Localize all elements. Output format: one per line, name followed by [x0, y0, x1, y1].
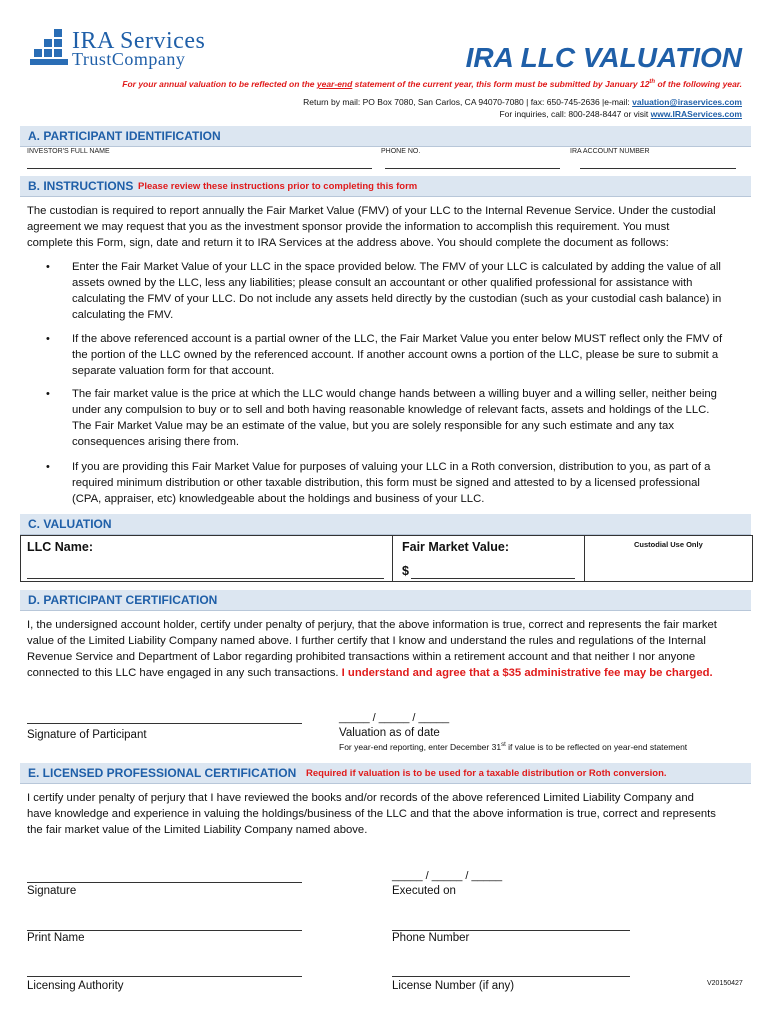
bullet-line: If the above referenced account is a partial owner of the LLC, the Fair Market Value you enter below MUST reflect only the FMV of: [72, 333, 723, 345]
licensed-cert-text: [27, 790, 752, 838]
account-number-field[interactable]: [580, 160, 736, 169]
print-name-field[interactable]: [27, 920, 302, 931]
phone-number-label: Phone Number: [392, 932, 470, 944]
bullet-line: If you are providing this Fair Market Value for purposes of valuing your LLC in a Roth conversion, distribution to you, as part of a: [72, 461, 711, 473]
form-title: IRA LLC VALUATION: [465, 42, 742, 73]
section-d-header: [20, 590, 751, 611]
inquiries-line: For inquiries, call: 800-248-8447 or visit www.IRAServices.com: [499, 109, 742, 119]
bullet-item: [72, 331, 744, 379]
cert-line: I, the undersigned account holder, certify under penalty of perjury, that the above information is true, correct and represents the fair market: [27, 619, 717, 631]
instructions-intro: [27, 203, 747, 251]
logo-line1: IRA Services: [72, 28, 206, 54]
licensed-line: I certify under penalty of perjury that I have reviewed the books and/or records of the above referenced Limited Liability Company and: [27, 792, 694, 804]
bullet-line: consequences arising there from.: [72, 436, 240, 448]
participant-signature-field[interactable]: [27, 713, 302, 724]
bullet-item: [72, 259, 744, 323]
phone-field[interactable]: [385, 160, 560, 169]
bullet-line: assets owned by the LLC, less any liabilities; please consult an accountant or other qualified professional for assistance with: [72, 277, 693, 289]
professional-signature-label: Signature: [27, 885, 77, 897]
bullet-line: The fair market value is the price at which the LLC would change hands between a willing buyer and a willing seller, neither being: [72, 388, 717, 400]
investor-name-label: INVESTOR'S FULL NAME: [27, 148, 110, 155]
licensing-authority-field[interactable]: [27, 966, 302, 977]
phone-label: PHONE NO.: [381, 148, 421, 155]
section-e-note: Required if valuation is to be used for a taxable distribution or Roth conversion.: [306, 768, 667, 779]
bullet-line: the portion of the LLC owned by the referenced account. If another account owns a portion of the LLC, please be sure to submit a: [72, 349, 719, 361]
email-link[interactable]: valuation@iraservices.com: [632, 97, 742, 107]
bullet-line: calculating the FMV.: [72, 309, 174, 321]
licensing-authority-label: Licensing Authority: [27, 980, 124, 992]
bullet-icon: •: [46, 333, 50, 345]
logo-mark-icon: [30, 29, 68, 65]
bullet-line: calculating the FMV of your LLC. Do not include any assets held directly by the custodian (such as your custodial cash balance) in: [72, 293, 722, 305]
section-b-note: Please review these instructions prior to completing this form: [138, 181, 418, 192]
investor-name-field[interactable]: [27, 160, 372, 169]
cert-line: Revenue Service and Department of Labor regarding prohibited transactions within a retirement account and that neither I nor anyone: [27, 651, 696, 663]
valuation-date-field[interactable]: _____ / _____ / _____: [339, 712, 450, 724]
cert-line: value of the Limited Liability Company named above. I further certify that I know and understand the rules and regulations of the Internal: [27, 635, 706, 647]
section-b-title: B. INSTRUCTIONS: [28, 179, 134, 193]
licensed-line: have knowledge and experience in valuing the holdings/business of the LLC and that the above information is true, correct and represents: [27, 808, 716, 820]
section-a-header: [20, 126, 751, 147]
license-number-field[interactable]: [392, 966, 630, 977]
fmv-label: Fair Market Value:: [402, 540, 509, 554]
section-c-header: [20, 514, 751, 535]
phone-number-field[interactable]: [392, 920, 630, 931]
bullet-icon: •: [46, 461, 50, 473]
bullet-line: required minimum distribution or other taxable distribution, this form must be signed and attested to by a licensed professional: [72, 477, 700, 489]
intro-line: complete this Form, sign, date and return it to IRA Services at the address above. You should complete the document as follows:: [27, 237, 669, 249]
participant-signature-label: Signature of Participant: [27, 729, 147, 741]
license-number-label: License Number (if any): [392, 980, 515, 992]
section-c-title: C. VALUATION: [28, 517, 112, 531]
deadline-note: For your annual valuation to be reflected on the year-end statement of the current year, this form must be submitted by January 12th of the following year.: [122, 79, 742, 89]
bullet-line: separate valuation form for that account.: [72, 365, 275, 377]
llc-name-label: LLC Name:: [27, 540, 93, 554]
year-end-note: For year-end reporting, enter December 31st if value is to be reflected on year-end statement: [339, 742, 688, 752]
section-b-header: [20, 176, 751, 197]
bullet-item: [72, 386, 744, 450]
bullet-icon: •: [46, 261, 50, 273]
fmv-field[interactable]: [411, 566, 575, 579]
bullet-icon: •: [46, 388, 50, 400]
website-link[interactable]: www.IRAServices.com: [650, 109, 742, 119]
section-e-title: E. LICENSED PROFESSIONAL CERTIFICATION: [28, 766, 297, 780]
account-number-label: IRA ACCOUNT NUMBER: [570, 148, 650, 155]
custodial-use-label: Custodial Use Only: [634, 540, 703, 549]
executed-on-label: Executed on: [392, 885, 456, 897]
llc-name-field[interactable]: [27, 566, 384, 579]
logo-line2: TrustCompany: [72, 49, 186, 69]
professional-signature-field[interactable]: [27, 872, 302, 883]
version-code: V20150427: [707, 980, 743, 987]
bullet-line: under any compulsion to buy or to sell and both having reasonable knowledge of relevant facts, assets and holdings of the LLC.: [72, 404, 710, 416]
cert-line: connected to this LLC have engaged in any such transactions.: [27, 667, 342, 679]
fee-notice: I understand and agree that a $35 administrative fee may be charged.: [341, 667, 713, 679]
certification-text: [27, 617, 752, 681]
mail-line: Return by mail: PO Box 7080, San Carlos, CA 94070-7080 | fax: 650-745-2636 |e-mail: valuation@iraservices.com: [303, 97, 742, 107]
bullet-line: (CPA, appraiser, etc) knowledgeable about the holdings and business of your LLC.: [72, 493, 485, 505]
section-e-header: [20, 763, 751, 784]
valuation-date-label: Valuation as of date: [339, 727, 440, 739]
bullet-line: The Fair Market Value may be an estimate of the value, but you are solely responsible for any such estimate and any tax: [72, 420, 674, 432]
section-a-title: A. PARTICIPANT IDENTIFICATION: [28, 129, 221, 143]
executed-date-field[interactable]: _____ / _____ / _____: [392, 870, 503, 882]
bullet-line: Enter the Fair Market Value of your LLC in the space provided below. The FMV of your LLC is calculated by adding the value of all: [72, 261, 721, 273]
intro-line: agreement we may request that you as the investment sponsor provide the information to accomplish this requirement. You must: [27, 221, 670, 233]
bullet-item: [72, 459, 744, 507]
licensed-line: the fair market value of the Limited Liability Company named above.: [27, 824, 368, 836]
intro-line: The custodian is required to report annually the Fair Market Value (FMV) of your LLC to the Internal Revenue Service. Under the custodial: [27, 205, 716, 217]
print-name-label: Print Name: [27, 932, 85, 944]
section-d-title: D. PARTICIPANT CERTIFICATION: [28, 593, 218, 607]
dollar-sign: $: [402, 564, 409, 578]
